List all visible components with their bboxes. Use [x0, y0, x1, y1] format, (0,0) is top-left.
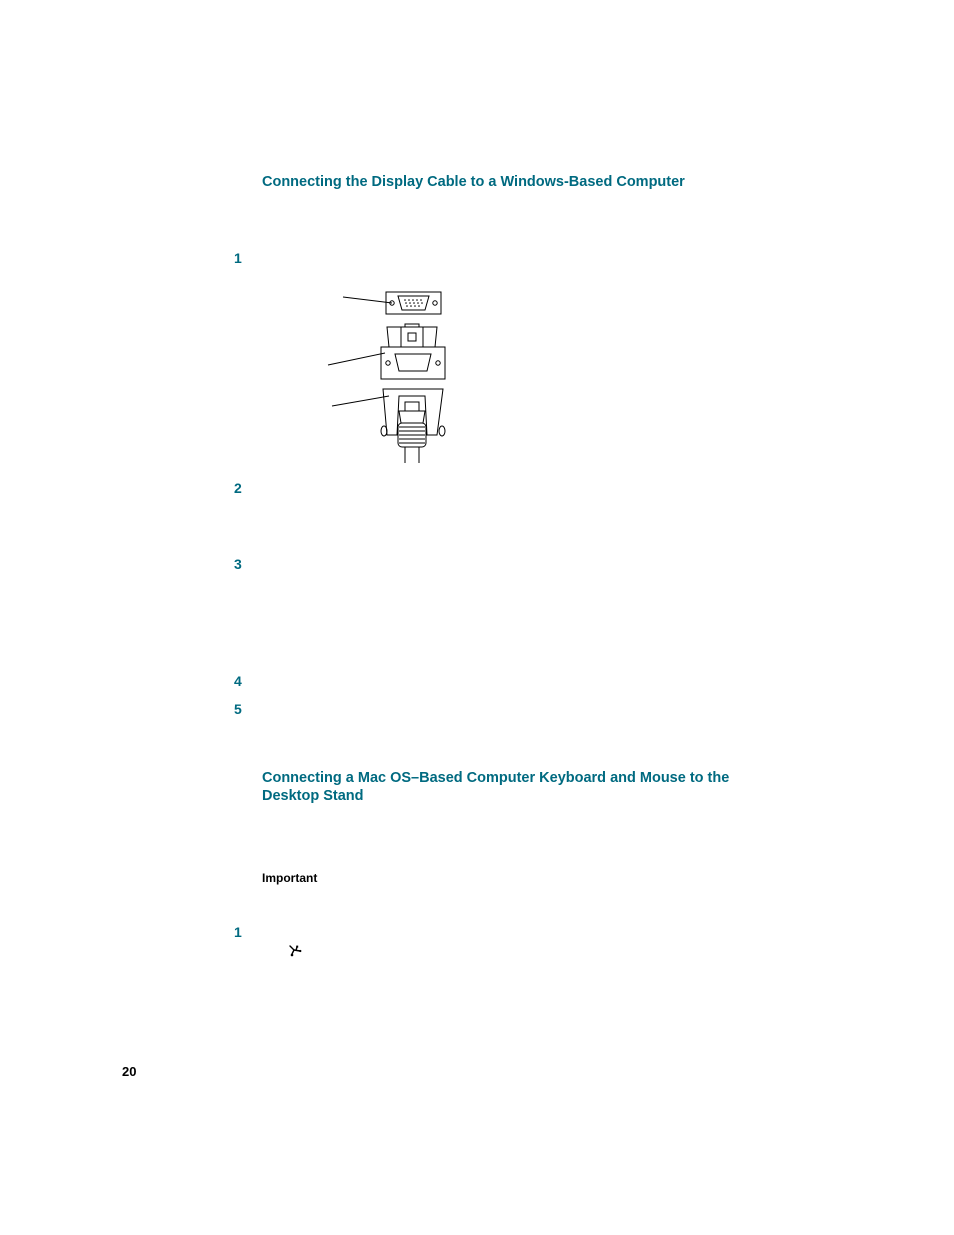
step-number: 3: [234, 556, 242, 572]
step-number: 1: [234, 250, 242, 266]
step-number: 4: [234, 673, 242, 689]
section-heading-line-1: Connecting a Mac OS–Based Computer Keyboard and Mouse to the: [262, 770, 730, 786]
important-label: Important: [262, 871, 318, 885]
step-number: 5: [234, 701, 242, 717]
callout-line-adapter: [328, 353, 385, 365]
step-number: 1: [234, 924, 242, 940]
section-heading-line-2: Desktop Stand: [262, 788, 364, 804]
step-number: 2: [234, 480, 242, 496]
section-heading-windows: Connecting the Display Cable to a Windows-Based Computer: [262, 174, 685, 190]
cable-connector-icon: [381, 389, 445, 463]
page-number: 20: [122, 1064, 137, 1079]
connector-illustration: [325, 285, 455, 465]
section-heading-keyboard-mouse: [262, 769, 729, 805]
callout-line-cable-connector: [332, 396, 389, 406]
callout-line-port: [343, 297, 392, 303]
usb-icon: [287, 943, 303, 959]
adapter-icon: [381, 324, 445, 379]
video-port-icon: [386, 292, 441, 314]
